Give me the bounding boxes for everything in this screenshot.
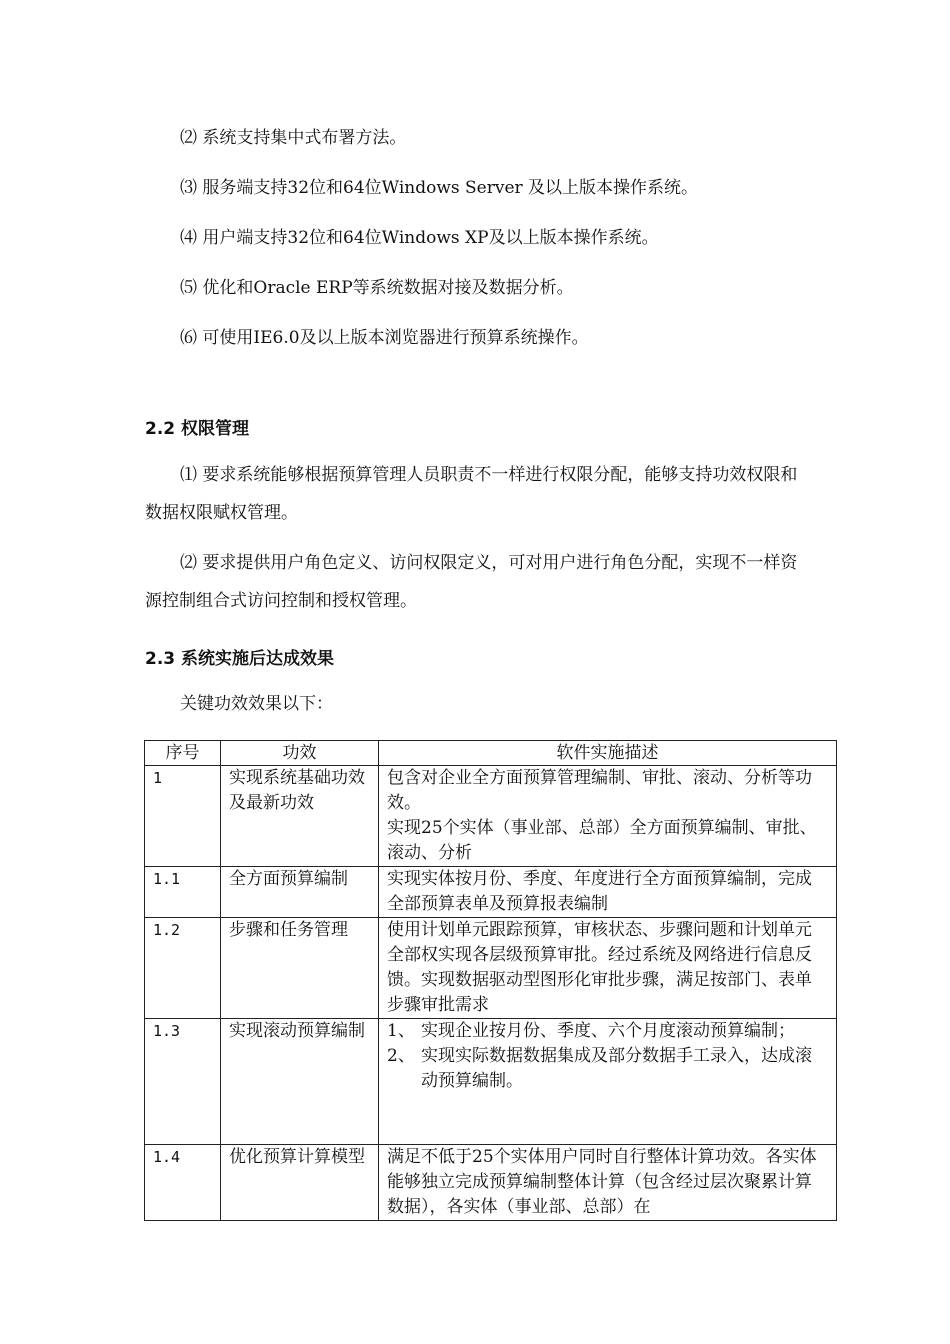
description-line: 实现25个实体（事业部、总部）全方面预算编制、审批、滚动、分析 bbox=[387, 818, 817, 863]
numbered-item bbox=[387, 1019, 828, 1044]
list-item: ⑶ 服务端支持32位和64位Windows Server 及以上版本操作系统。 bbox=[180, 178, 699, 198]
row-number: 1.3 bbox=[145, 1019, 221, 1145]
list-item: ⑷ 用户端支持32位和64位Windows XP及以上版本操作系统。 bbox=[180, 228, 659, 248]
table-row bbox=[145, 918, 837, 1019]
table-row bbox=[145, 1145, 837, 1221]
table-header-row bbox=[145, 741, 837, 766]
numbered-item bbox=[387, 1044, 828, 1094]
row-function: 优化预算计算模型 bbox=[221, 1145, 379, 1221]
row-description bbox=[379, 1145, 837, 1221]
item-text: 实现企业按月份、季度、六个月度滚动预算编制； bbox=[421, 1021, 795, 1041]
row-number: 1.2 bbox=[145, 918, 221, 1019]
table-intro: 关键功效效果以下： bbox=[180, 694, 333, 714]
paragraph: ⑴ 要求系统能够根据预算管理人员职责不一样进行权限分配，能够支持功效权限和数据权限赋权管理。 bbox=[145, 465, 798, 523]
section-heading: 2.3 系统实施后达成效果 bbox=[145, 649, 335, 669]
section-heading: 2.2 权限管理 bbox=[145, 419, 250, 439]
row-description bbox=[379, 1019, 837, 1145]
row-function: 实现滚动预算编制 bbox=[221, 1019, 379, 1145]
row-description bbox=[379, 766, 837, 867]
item-text: 实现实际数据数据集成及部分数据手工录入，达成滚动预算编制。 bbox=[421, 1046, 812, 1091]
table-row bbox=[145, 766, 837, 867]
table-row bbox=[145, 867, 837, 918]
table-row bbox=[145, 1019, 837, 1145]
column-header: 序号 bbox=[145, 741, 221, 766]
item-number: 1、 bbox=[387, 1021, 415, 1041]
row-description bbox=[379, 867, 837, 918]
row-function: 步骤和任务管理 bbox=[221, 918, 379, 1019]
description-line: 包含对企业全方面预算管理编制、审批、滚动、分析等功效。 bbox=[387, 768, 812, 813]
paragraph: ⑵ 要求提供用户角色定义、访问权限定义，可对用户进行角色分配，实现不一样资源控制组合式访问控制和授权管理。 bbox=[145, 553, 798, 611]
row-number: 1.4 bbox=[145, 1145, 221, 1221]
row-number: 1.1 bbox=[145, 867, 221, 918]
description-line: 满足不低于25个实体用户同时自行整体计算功效。各实体能够独立完成预算编制整体计算（包含经过层次聚累计算数据），各实体（事业部、总部）在 bbox=[387, 1147, 817, 1217]
row-number: 1 bbox=[145, 766, 221, 867]
column-header: 软件实施描述 bbox=[379, 741, 837, 766]
list-item: ⑹ 可使用IE6.0及以上版本浏览器进行预算系统操作。 bbox=[180, 328, 589, 348]
description-line: 使用计划单元跟踪预算，审核状态、步骤问题和计划单元全部权实现各层级预算审批。经过系统及网络进行信息反馈。实现数据驱动型图形化审批步骤，满足按部门、表单步骤审批需求 bbox=[387, 920, 812, 1015]
list-item: ⑸ 优化和Oracle ERP等系统数据对接及数据分析。 bbox=[180, 278, 574, 298]
feature-table bbox=[144, 740, 837, 1221]
row-function: 全方面预算编制 bbox=[221, 867, 379, 918]
row-description bbox=[379, 918, 837, 1019]
description-line: 实现实体按月份、季度、年度进行全方面预算编制，完成全部预算表单及预算报表编制 bbox=[387, 869, 812, 914]
list-item: ⑵ 系统支持集中式布署方法。 bbox=[180, 128, 407, 148]
column-header: 功效 bbox=[221, 741, 379, 766]
item-number: 2、 bbox=[387, 1046, 415, 1066]
row-function: 实现系统基础功效及最新功效 bbox=[221, 766, 379, 867]
